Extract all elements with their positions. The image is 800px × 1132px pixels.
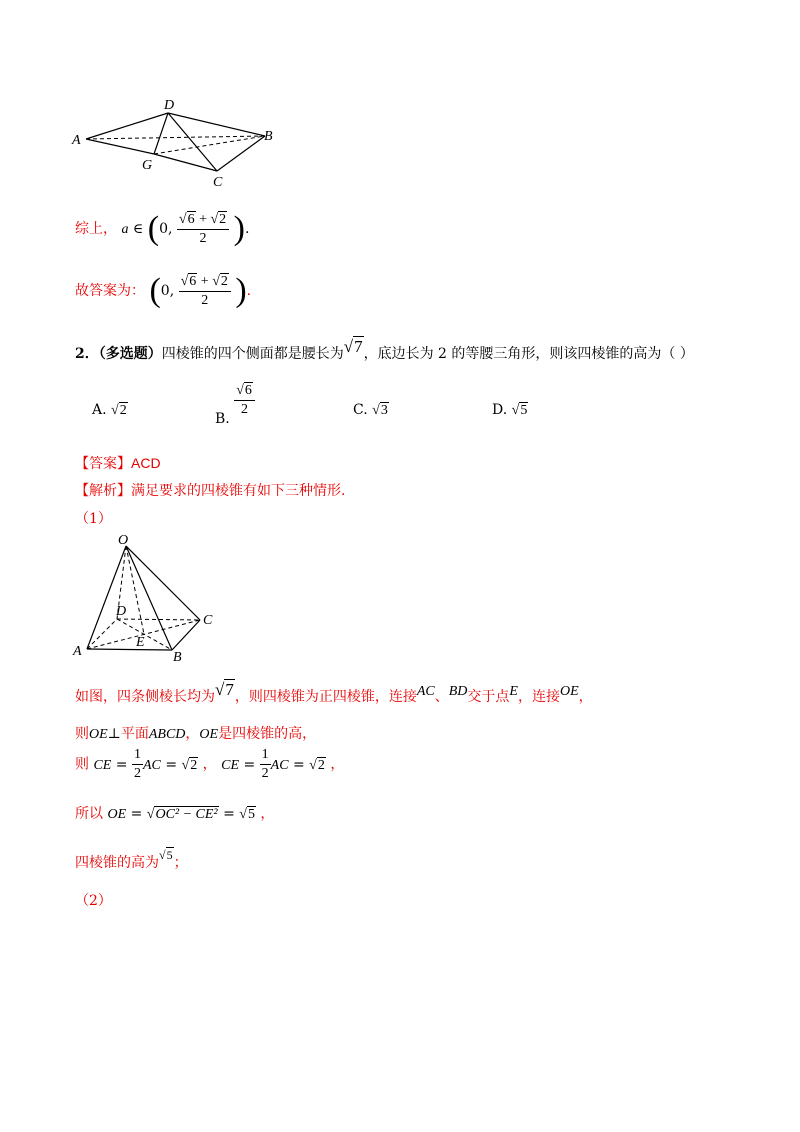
edge-AB (87, 649, 172, 650)
figure-2-pyramid (62, 528, 232, 668)
label-C: C (203, 613, 213, 628)
label-G: G (142, 158, 153, 173)
solution-line-5: 四棱锥的高为√5； (75, 848, 188, 871)
option-B[interactable]: B. $\frac{√6}{2}$ (215, 384, 255, 417)
label-C: C (213, 175, 223, 190)
edge-AD (86, 113, 168, 139)
summary-fraction: $\frac{√6 + √2}{2}$ (177, 213, 229, 246)
label-B: B (173, 650, 182, 665)
answer-fraction: $\frac{√6 + √2}{2}$ (179, 275, 231, 308)
solution-line-1: 如图，四条侧棱长均为√7，则四棱锥为正四棱锥，连接AC、BD交于点E，连接OE， (75, 680, 593, 705)
edge-DG (154, 113, 168, 154)
option-D[interactable]: D. √5 (492, 402, 528, 418)
label-E: E (136, 635, 145, 650)
label-B: B (264, 129, 273, 144)
analysis-line: 【解析】满足要求的四棱锥有如下三种情形. (75, 483, 346, 499)
option-A[interactable]: A. √2 (92, 402, 127, 418)
edge-AB-dashed (86, 136, 265, 139)
solution-line-3: 则 CE = $\frac{1}{2}$ AC = √2 ， CE = $\frac{1}{2}$ AC = √2 ， (75, 747, 345, 781)
case-2-label: （2） (75, 893, 112, 909)
edge-DC (168, 113, 217, 171)
label-D: D (116, 604, 127, 619)
label-A: A (73, 644, 82, 659)
label-A: A (72, 133, 81, 148)
case-1-label: （1） (75, 511, 112, 527)
label-D: D (164, 98, 175, 113)
solution-line-2: 则OE⊥平面ABCD，OE是四棱锥的高， (75, 726, 317, 742)
edge-AD-dashed (87, 619, 117, 649)
edge-AG (86, 139, 154, 154)
edge-CB (217, 136, 265, 171)
answer-summary-line: 故答案为： (0, $\frac{√6 + √2}{2}$ ). (75, 272, 252, 309)
solution-line-4: 所以 OE = √OC² − CE² = √5 ， (75, 806, 275, 822)
edge-OE-dashed (126, 546, 144, 634)
edge-OB (126, 546, 172, 650)
edge-GC (154, 154, 217, 171)
question-2: 2．（多选题）四棱锥的四个侧面都是腰长为√7，底边长为 2 的等腰三角形，则该四棱锥的高为（ ） (75, 337, 694, 362)
edge-GB-dashed (154, 136, 265, 154)
summary-line: 综上， a ∈ (0, $\frac{√6 + √2}{2}$ ). (75, 210, 250, 247)
figure-1-diagram (60, 95, 290, 195)
label-O: O (118, 533, 129, 548)
edge-OC (126, 546, 200, 620)
answer-line: 【答案】ACD (75, 455, 161, 472)
option-C[interactable]: C. √3 (353, 402, 388, 418)
edge-DB (168, 113, 265, 136)
edge-BC (172, 620, 200, 650)
